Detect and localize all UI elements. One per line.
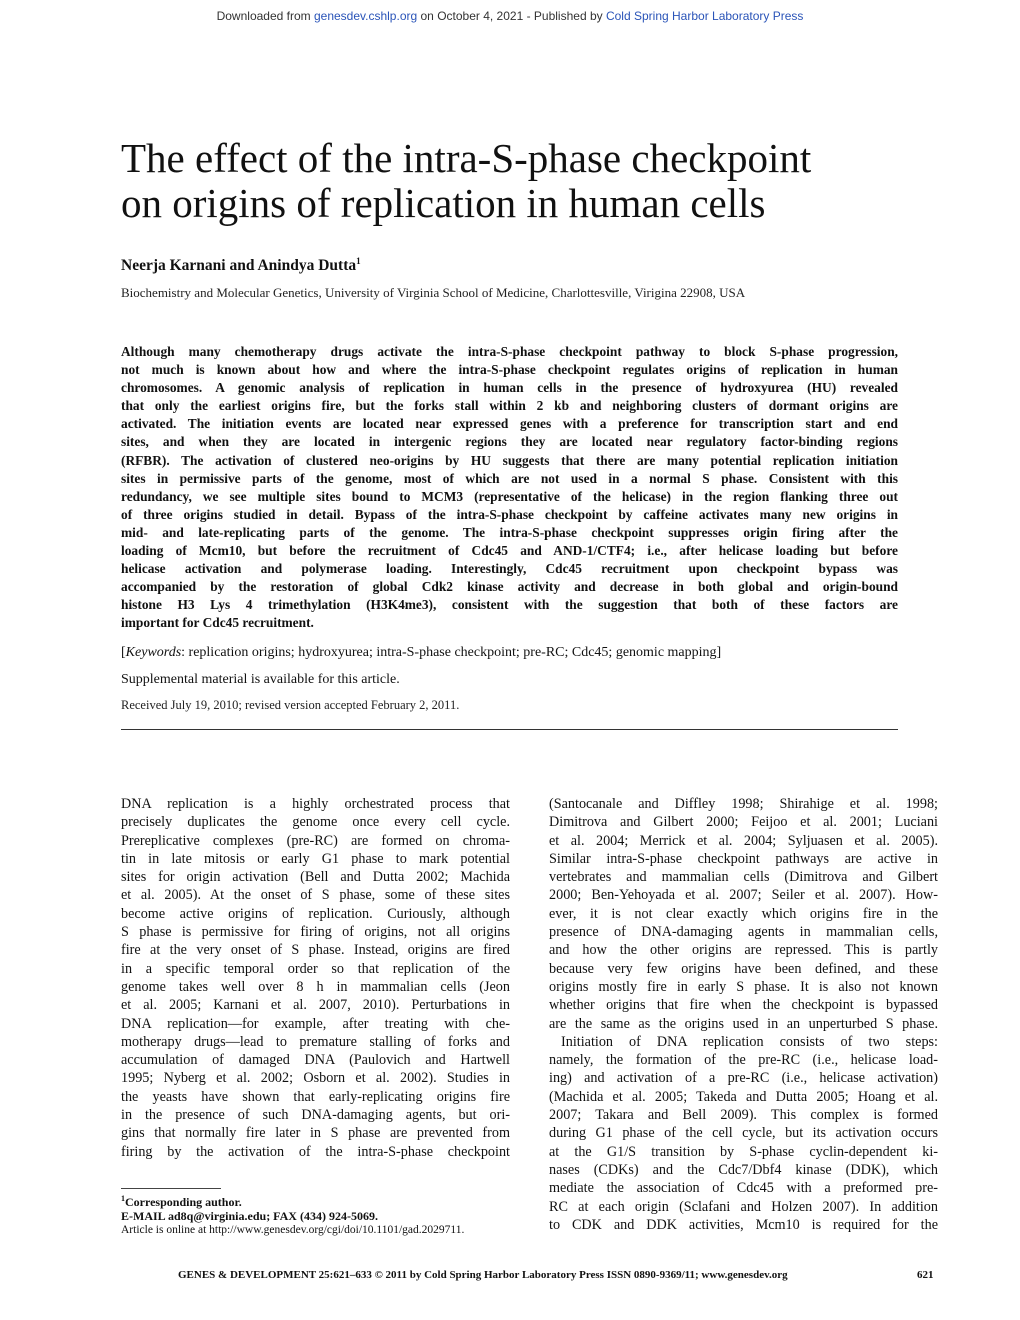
footnote-rule	[121, 1188, 221, 1189]
abstract	[121, 343, 898, 633]
body-line: whether origins that fire when the checkpoint is bypassed	[549, 997, 938, 1014]
body-line: presence of DNA-damaging agents in mammalian cells,	[549, 924, 938, 941]
body-line: ever, it is not clear exactly which origins fire in the	[549, 905, 938, 922]
body-line: RC at each origin (Sclafani and Holzen 2007). In addition	[549, 1198, 938, 1215]
abstract-line: histone H3 Lys 4 trimethylation (H3K4me3), consistent with the suggestion that both of these factors are	[121, 597, 898, 613]
body-line: accumulation of damaged DNA (Paulovich and Hartwell	[121, 1052, 510, 1069]
affiliation: Biochemistry and Molecular Genetics, University of Virginia School of Medicine, Charlottesville, Virigina 22908, USA	[121, 285, 746, 300]
body-line: motherapy drugs—lead to premature stalling of forks and	[121, 1033, 510, 1050]
abstract-line: sites in permissive parts of the genome, most of which are not used in a normal S phase. Consistent with this	[121, 470, 898, 486]
body-line: 1995; Nyberg et al. 2002; Osborn et al. 2002). Studies in	[121, 1070, 510, 1087]
abstract-line: Although many chemotherapy drugs activate the intra-S-phase checkpoint pathway to block S-phase progression,	[121, 344, 898, 359]
body-line: mediate the association of Cdc45 with a preformed pre-	[549, 1180, 938, 1197]
abstract-line: loading of Mcm10, but before the recruitment of Cdc45 and AND-1/CTF4; i.e., after helicase loading but before	[121, 543, 898, 559]
keywords-open-bracket: [	[121, 645, 126, 660]
body-line: vertebrates and mammalian cells (Dimitrova and Gilbert	[549, 869, 938, 886]
journal-citation: GENES & DEVELOPMENT 25:621–633 © 2011 by Cold Spring Harbor Laboratory Press ISSN 0890-9369/11; www.genesdev.org	[178, 1269, 788, 1281]
abstract-line: mid- and late-replicating parts of the genome. The intra-S-phase checkpoint suppresses origin firing after the	[121, 524, 898, 540]
abstract-line: sites, and when they are located in intergenic regions they are located near regulatory factor-binding regions	[121, 434, 898, 450]
abstract-line: helicase activation and polymerase loading. Interestingly, Cdc45 recruitment upon checkpoint bypass was	[121, 561, 898, 577]
body-line: namely, the formation of the pre-RC (i.e., helicase load-	[549, 1052, 938, 1069]
keywords	[121, 645, 901, 661]
body-line: are the same as the origins used in an unperturbed S phase.	[549, 1015, 938, 1032]
body-line: tin in late mitosis or early G1 phase to mark potential	[121, 850, 510, 867]
body-line: et al. 2005; Karnani et al. 2007, 2010). Perturbations in	[121, 997, 510, 1014]
body-line: et al. 2004; Merrick et al. 2004; Syljuasen et al. 2005).	[549, 832, 938, 849]
body-line: 2007; Takara and Bell 2009). This complex is formed	[549, 1107, 938, 1124]
abstract-line: redundancy, we see multiple sites bound to MCM3 (representative of the helicase) in the region flanking three out	[121, 488, 898, 504]
body-line: (Machida et al. 2005; Takeda and Dutta 2005; Hoang et al.	[549, 1088, 938, 1105]
footnote-corresponding-text: Corresponding author.	[125, 1195, 242, 1209]
body-line: et al. 2005). At the onset of S phase, some of these sites	[121, 887, 510, 904]
body-line: precisely duplicates the genome once every cell cycle.	[121, 814, 510, 831]
body-line: to CDK and DDK activities, Mcm10 is required for the	[549, 1216, 938, 1233]
abstract-line: that only the earliest origins fire, but the forks stall within 2 kb and neighboring clusters of dormant origins are	[121, 398, 898, 414]
body-line: firing by the activation of the intra-S-phase checkpoint	[121, 1143, 510, 1160]
corresponding-author-footnote	[121, 1188, 521, 1237]
body-line: DNA replication—for example, after treating with che-	[121, 1015, 510, 1032]
body-line: nases (CDKs) and the Cdc7/Dbf4 kinase (DDK), which	[549, 1161, 938, 1178]
body-line: DNA replication is a highly orchestrated process that	[121, 796, 510, 812]
article-title	[121, 136, 921, 226]
body-line: sites for origin activation (Bell and Dutta 2002; Machida	[121, 869, 510, 886]
body-line: and how the other origins are repressed. This is partly	[549, 942, 938, 959]
download-banner	[0, 9, 1020, 23]
publisher-link[interactable]: Cold Spring Harbor Laboratory Press	[605, 9, 804, 23]
body-line: in the presence of such DNA-damaging agents, but ori-	[121, 1107, 510, 1124]
body-line: Prereplicative complexes (pre-RC) are formed on chroma-	[121, 832, 510, 849]
body-line: because very few origins have been defined, and these	[549, 960, 938, 977]
body-line: (Santocanale and Diffley 1998; Shirahige et al. 1998;	[549, 796, 938, 812]
body-line: during G1 phase of the cell cycle, but its activation occurs	[549, 1125, 938, 1142]
received-dates: Received July 19, 2010; revised version accepted February 2, 2011.	[121, 698, 460, 712]
author-list	[121, 257, 361, 275]
footnote-corresponding	[121, 1192, 521, 1209]
body-line: ing) and activation of a pre-RC (i.e., helicase activation)	[549, 1070, 938, 1087]
body-column-left	[121, 795, 510, 1161]
abstract-line: of three origins studied in detail. Bypass of the intra-S-phase checkpoint by caffeine activates many new origins in	[121, 506, 898, 522]
abstract-line: activated. The initiation events are located near expressed genes with a preference for transcription start and end	[121, 416, 898, 432]
body-line: 2000; Ben-Yehoyada et al. 2007; Seiler et al. 2007). How-	[549, 887, 938, 904]
title-line-1: The effect of the intra-S-phase checkpoint	[121, 135, 812, 181]
banner-prefix: Downloaded from	[216, 9, 314, 23]
body-line: Initiation of DNA replication consists of two steps:	[561, 1033, 938, 1050]
body-column-right	[549, 795, 938, 1234]
abstract-line: accompanied by the restoration of global Cdk2 kinase activity and decrease in both global and origin-bound	[121, 579, 898, 595]
body-line: gins that normally fire later in S phase are prevented from	[121, 1125, 510, 1142]
body-line: the yeasts have shown that early-replicating origins fire	[121, 1088, 510, 1105]
abstract-line: (RFBR). The activation of clustered neo-origins by HU suggests that there are many potential replication initiation	[121, 452, 898, 468]
author-footnote-marker: 1	[356, 255, 361, 266]
genesdev-site-link[interactable]: genesdev.cshlp.org	[313, 9, 418, 23]
footnote-online-link: Article is online at http://www.genesdev.org/cgi/doi/10.1101/gad.2029711.	[121, 1224, 465, 1236]
body-line: in a specific temporal order so that replication of the	[121, 960, 510, 977]
body-line: Dimitrova and Gilbert 2000; Feijoo et al. 2001; Luciani	[549, 814, 938, 831]
keywords-label: Keywords	[125, 645, 182, 660]
footnote-email: E-MAIL ad8q@virginia.edu; FAX (434) 924-5069.	[121, 1209, 378, 1223]
body-line: origins mostly fire in early S phase. It is also not known	[549, 978, 938, 995]
section-divider	[121, 729, 898, 730]
supplemental-note: Supplemental material is available for this article.	[121, 672, 400, 687]
abstract-line: not much is known about how and where the intra-S-phase checkpoint regulates origins of replication in human	[121, 362, 898, 378]
footnote-marker: 1	[121, 1194, 125, 1203]
body-line: S phase is permissive for firing of origins, not all origins	[121, 924, 510, 941]
banner-middle: on October 4, 2021 - Published by	[417, 9, 606, 23]
title-line-2: on origins of replication in human cells	[121, 180, 766, 226]
keywords-list: : replication origins; hydroxyurea; intra-S-phase checkpoint; pre-RC; Cdc45; genomic mapping]	[181, 645, 722, 660]
body-line: fire at the very onset of S phase. Instead, origins are fired	[121, 942, 510, 959]
body-line: genome takes well over 8 h in mammalian cells (Jeon	[121, 978, 510, 995]
author-names: Neerja Karnani and Anindya Dutta	[121, 257, 357, 274]
body-line: Similar intra-S-phase checkpoint pathways are active in	[549, 850, 938, 867]
abstract-line: important for Cdc45 recruitment.	[121, 615, 314, 631]
body-line: at the G1/S transition by S-phase cyclin-dependent ki-	[549, 1143, 938, 1160]
abstract-line: chromosomes. A genomic analysis of replication in human cells in the presence of hydroxyurea (HU) revealed	[121, 380, 898, 396]
body-line: become active origins of replication. Curiously, although	[121, 905, 510, 922]
page-number: 621	[917, 1269, 934, 1281]
